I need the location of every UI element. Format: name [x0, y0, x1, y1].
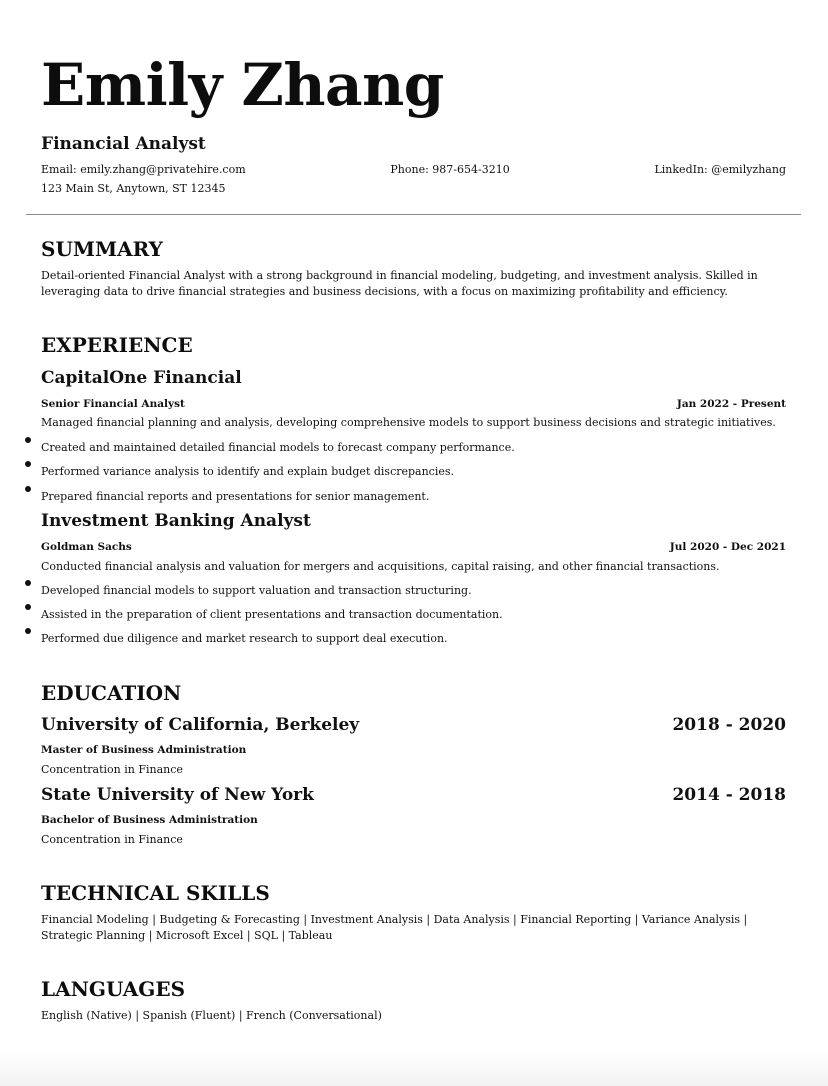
job-bullet: Developed financial models to support valuation and transaction structuring. [41, 584, 472, 597]
job-description: Managed financial planning and analysis, developing comprehensive models to support business decisions and strategic initiatives. [41, 416, 776, 429]
bullet-dot-icon [25, 486, 31, 492]
bullet-dot-icon [25, 628, 31, 634]
school-dates: 2018 - 2020 [672, 715, 786, 735]
candidate-name: Emily Zhang [41, 51, 444, 119]
languages-text: English (Native) | Spanish (Fluent) | French (Conversational) [41, 1009, 382, 1022]
skills-heading: TECHNICAL SKILLS [41, 881, 270, 905]
bullet-dot-icon [25, 580, 31, 586]
job-description: Conducted financial analysis and valuation for mergers and acquisitions, capital raising, and other financial transactions. [41, 560, 720, 573]
bullet-dot-icon [25, 461, 31, 467]
school-concentration: Concentration in Finance [41, 763, 183, 776]
job-company: Goldman Sachs [41, 541, 132, 553]
job-dates: Jul 2020 - Dec 2021 [669, 541, 786, 553]
job-bullet: Created and maintained detailed financial models to forecast company performance. [41, 441, 515, 454]
contact-email: Email: emily.zhang@privatehire.com [41, 163, 246, 176]
school-dates: 2014 - 2018 [672, 785, 786, 805]
job-bullet: Performed due diligence and market research to support deal execution. [41, 632, 448, 645]
candidate-title: Financial Analyst [41, 134, 206, 154]
page-bottom-shadow [0, 1050, 828, 1086]
contact-phone: Phone: 987-654-3210 [390, 163, 510, 176]
header-divider [26, 214, 801, 215]
contact-row [41, 162, 786, 178]
job-title: CapitalOne Financial [41, 368, 242, 388]
summary-heading: SUMMARY [41, 237, 163, 261]
job-subtitle-row [41, 540, 786, 554]
contact-linkedin: LinkedIn: @emilyzhang [654, 163, 786, 176]
education-heading: EDUCATION [41, 681, 182, 705]
school-name: University of California, Berkeley [41, 715, 360, 735]
job-subtitle-row [41, 397, 786, 411]
languages-heading: LANGUAGES [41, 977, 186, 1001]
school-degree: Master of Business Administration [41, 744, 247, 756]
job-title: Investment Banking Analyst [41, 511, 311, 531]
bullet-dot-icon [25, 437, 31, 443]
job-bullet: Prepared financial reports and presentations for senior management. [41, 490, 430, 503]
job-dates: Jan 2022 - Present [676, 398, 786, 410]
experience-heading: EXPERIENCE [41, 333, 193, 357]
school-name: State University of New York [41, 785, 314, 805]
contact-address: 123 Main St, Anytown, ST 12345 [41, 182, 226, 195]
job-bullet: Performed variance analysis to identify and explain budget discrepancies. [41, 465, 455, 478]
job-role: Senior Financial Analyst [41, 398, 185, 410]
summary-text: Detail-oriented Financial Analyst with a strong background in financial modeling, budgeting, and investment analysis. Skilled in leveraging data to drive financial strategies and business decisions, with a focus on maximizing profitability and efficiency. [41, 269, 758, 298]
skills-text: Financial Modeling | Budgeting & Forecasting | Investment Analysis | Data Analysis | Financial Reporting | Variance Analysis | Strategic Planning | Microsoft Excel | SQL | Tableau [41, 913, 748, 942]
school-degree: Bachelor of Business Administration [41, 814, 258, 826]
job-bullet: Assisted in the preparation of client presentations and transaction documentation. [41, 608, 503, 621]
school-concentration: Concentration in Finance [41, 833, 183, 846]
bullet-dot-icon [25, 604, 31, 610]
